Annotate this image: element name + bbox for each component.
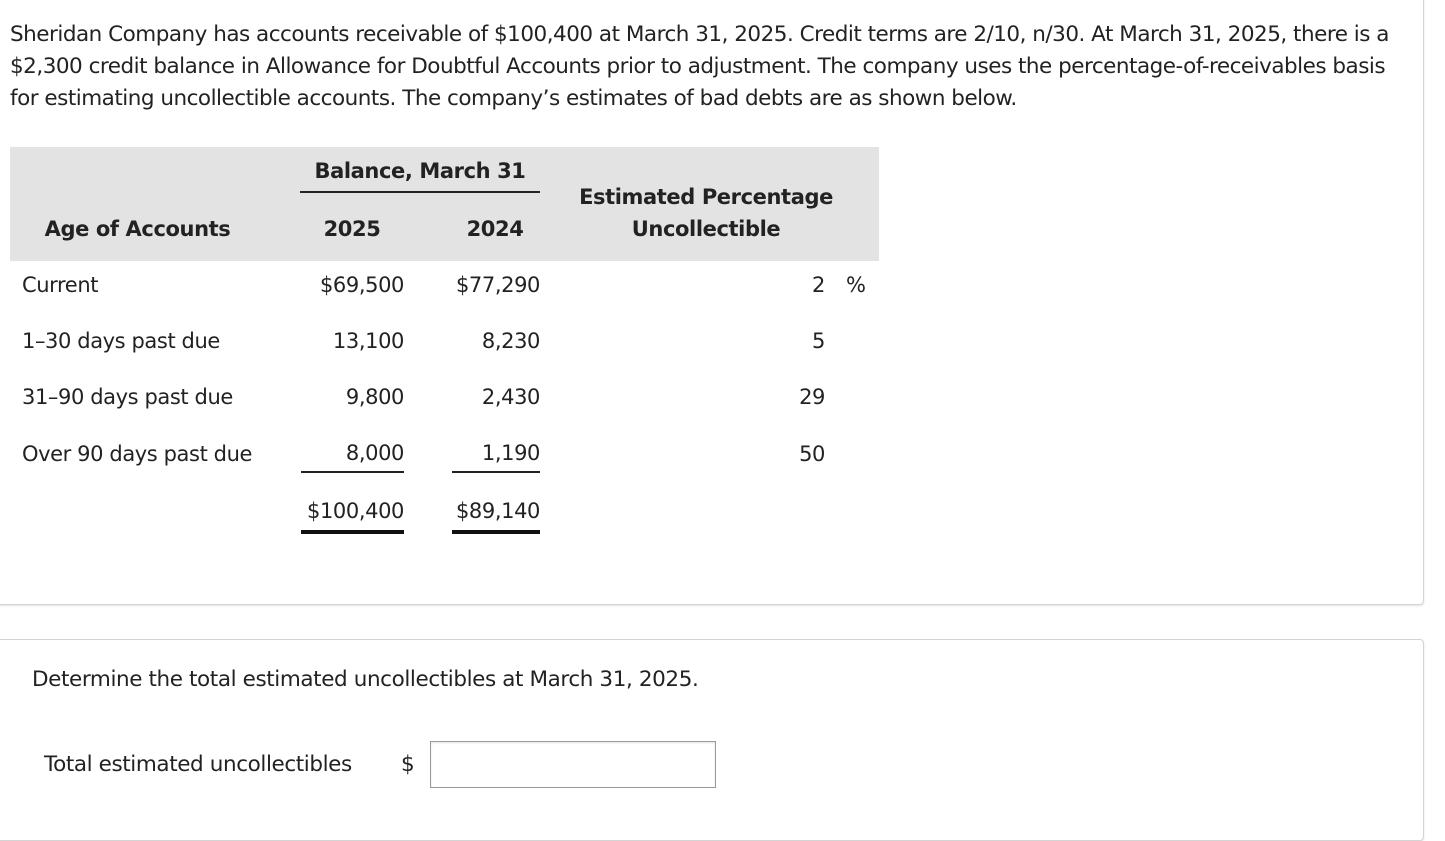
row-31-90-2025: 9,800 xyxy=(345,385,404,409)
row-age-31-90: 31–90 days past due xyxy=(22,385,233,409)
row-current-pct: 2 xyxy=(812,273,825,297)
subtotal-rule-2024 xyxy=(452,471,540,473)
total-double-rule-2025 xyxy=(301,530,404,534)
balance-group-header: Balance, March 31 xyxy=(314,159,526,183)
answer-label: Total estimated uncollectibles xyxy=(44,752,352,777)
uncollectible-header: Uncollectible xyxy=(631,217,781,241)
total-estimated-uncollectibles-input[interactable] xyxy=(430,741,716,788)
row-current-2025: $69,500 xyxy=(319,273,404,297)
row-current-2024: $77,290 xyxy=(455,273,540,297)
row-age-1-30: 1–30 days past due xyxy=(22,329,220,353)
percent-symbol: % xyxy=(846,273,866,297)
row-31-90-pct: 29 xyxy=(799,385,825,409)
row-over-90-2024: 1,190 xyxy=(481,441,540,465)
total-double-rule-2024 xyxy=(452,530,540,534)
row-31-90-2024: 2,430 xyxy=(481,385,540,409)
estimated-percentage-header: Estimated Percentage xyxy=(579,185,833,209)
total-2025: $100,400 xyxy=(306,499,404,523)
row-over-90-pct: 50 xyxy=(799,442,825,466)
year-2024-header: 2024 xyxy=(466,217,524,241)
problem-text: Sheridan Company has accounts receivable of $100,400 at March 31, 2025. Credit terms are 2/10, n/30. At March 31, 2025, there is a $2,300 credit balance in Allowance for Doubtful Accounts prior to adjustment. The company uses the percentage-of-receivables basis for estimating uncollectible accounts. The company’s estimates of bad debts are as shown below. xyxy=(10,22,1389,111)
subtotal-rule-2025 xyxy=(301,471,404,473)
total-2024: $89,140 xyxy=(455,499,540,523)
row-over-90-2025: 8,000 xyxy=(345,441,404,465)
row-age-current: Current xyxy=(22,273,99,297)
question-prompt: Determine the total estimated uncollectibles at March 31, 2025. xyxy=(32,667,699,692)
group-header-rule xyxy=(300,191,540,193)
row-age-over-90: Over 90 days past due xyxy=(22,442,253,466)
row-1-30-2025: 13,100 xyxy=(332,329,404,353)
dollar-sign: $ xyxy=(401,752,415,777)
age-of-accounts-header: Age of Accounts xyxy=(44,217,231,241)
year-2025-header: 2025 xyxy=(323,217,381,241)
row-1-30-2024: 8,230 xyxy=(481,329,540,353)
row-1-30-pct: 5 xyxy=(812,329,825,353)
